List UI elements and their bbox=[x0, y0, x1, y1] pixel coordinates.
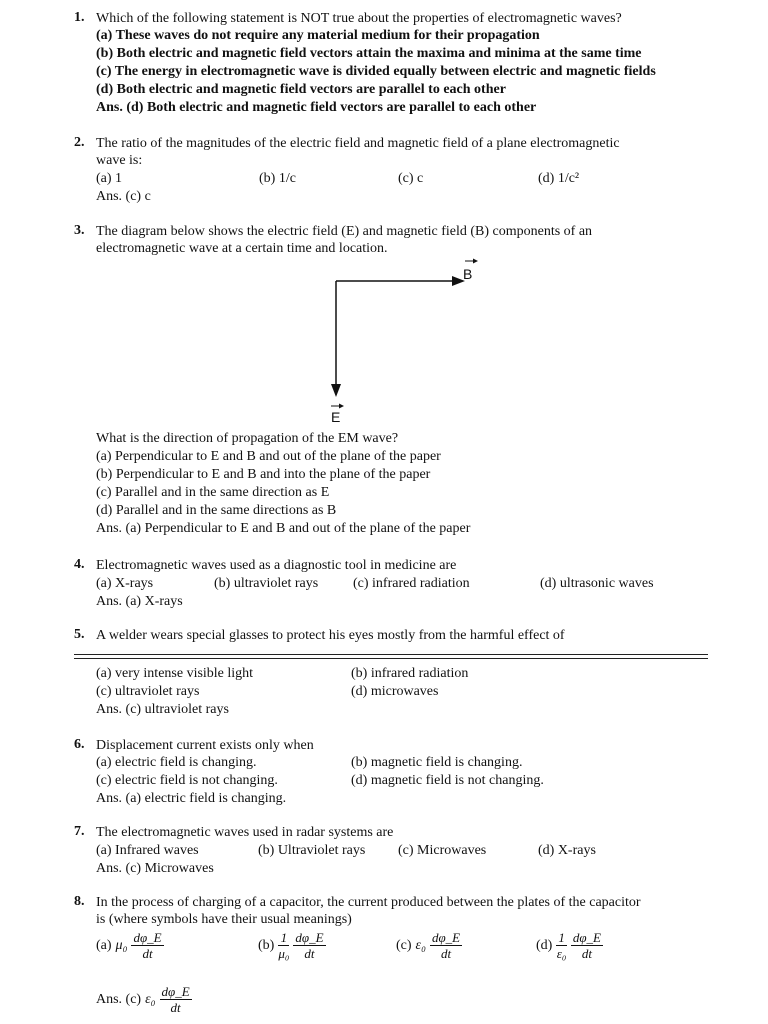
option-b: (b) Both electric and magnetic field vectors attain the maxima and minima at the same time bbox=[96, 46, 642, 61]
denominator: dt bbox=[304, 946, 315, 961]
question-number: 1. bbox=[74, 10, 85, 25]
option-d: (d) ultrasonic waves bbox=[540, 576, 654, 591]
question-number: 5. bbox=[74, 627, 85, 642]
option-b: (b) infrared radiation bbox=[351, 666, 469, 681]
option-c: (c) c bbox=[398, 171, 424, 186]
option-c: (c) electric field is not changing. bbox=[96, 773, 278, 788]
option-label: (a) bbox=[96, 937, 112, 953]
answer-prefix: Ans. (c) bbox=[96, 991, 142, 1007]
numerator: dφ_E bbox=[133, 930, 162, 945]
divider-top bbox=[74, 654, 708, 655]
answer: Ans. (a) X-rays bbox=[96, 594, 183, 609]
option-label: (d) bbox=[536, 937, 553, 953]
denominator: μ₀ bbox=[278, 946, 290, 961]
coefficient: μ₀ bbox=[115, 937, 128, 953]
fraction-2 bbox=[571, 930, 603, 961]
option-d bbox=[536, 930, 603, 961]
denominator: ε₀ bbox=[556, 946, 567, 961]
divider-bottom bbox=[74, 658, 708, 659]
question-number: 7. bbox=[74, 824, 85, 839]
question-text-line2: is (where symbols have their usual meanings) bbox=[96, 912, 352, 927]
e-vector-bar-head bbox=[339, 404, 344, 409]
question-number: 8. bbox=[74, 894, 85, 909]
question-text-line1: The ratio of the magnitudes of the electric field and magnetic field of a plane electromagnetic bbox=[96, 136, 620, 151]
answer: Ans. (a) Perpendicular to E and B and out of the plane of the paper bbox=[96, 521, 471, 536]
option-c: (c) Parallel and in the same direction as E bbox=[96, 485, 330, 500]
option-label: (c) bbox=[396, 937, 412, 953]
numerator: 1 bbox=[278, 930, 289, 946]
coefficient: ε₀ bbox=[415, 937, 426, 953]
fraction bbox=[430, 930, 462, 961]
answer: Ans. (c) c bbox=[96, 189, 151, 204]
fraction bbox=[131, 930, 163, 961]
numerator: dφ_E bbox=[295, 930, 324, 945]
question-text: Displacement current exists only when bbox=[96, 738, 314, 753]
question-number: 4. bbox=[74, 557, 85, 572]
option-d: (d) Both electric and magnetic field vectors are parallel to each other bbox=[96, 82, 506, 97]
option-a: (a) These waves do not require any material medium for their propagation bbox=[96, 28, 540, 43]
option-a bbox=[96, 930, 164, 961]
question-text: Which of the following statement is NOT true about the properties of electromagnetic waves? bbox=[96, 11, 622, 26]
sub-question: What is the direction of propagation of the EM wave? bbox=[96, 431, 399, 446]
question-number: 2. bbox=[74, 135, 85, 150]
option-d: (d) magnetic field is not changing. bbox=[351, 773, 544, 788]
question-number: 6. bbox=[74, 737, 85, 752]
option-a: (a) X-rays bbox=[96, 576, 154, 591]
option-d: (d) X-rays bbox=[538, 843, 596, 858]
numerator: 1 bbox=[558, 930, 565, 945]
question-text-line2: wave is: bbox=[96, 153, 143, 168]
option-c: (c) ultraviolet rays bbox=[96, 684, 200, 699]
question-text-line2: electromagnetic wave at a certain time and location. bbox=[96, 241, 388, 256]
b-vector-bar-head bbox=[473, 259, 478, 264]
option-c bbox=[396, 930, 462, 961]
question-text: Electromagnetic waves used as a diagnostic tool in medicine are bbox=[96, 558, 457, 573]
option-a: (a) Perpendicular to E and B and out of the plane of the paper bbox=[96, 449, 441, 464]
fraction bbox=[556, 930, 567, 961]
option-label: (b) bbox=[258, 937, 275, 953]
question-text: A welder wears special glasses to protect his eyes mostly from the harmful effect of bbox=[96, 628, 565, 643]
denominator: dt bbox=[440, 946, 452, 961]
numerator: dφ_E bbox=[161, 984, 190, 999]
b-label: B bbox=[463, 266, 473, 282]
answer: Ans. (c) ultraviolet rays bbox=[96, 702, 229, 717]
answer-fraction bbox=[160, 984, 192, 1015]
denominator: dt bbox=[170, 1000, 181, 1015]
option-c: (c) The energy in electromagnetic wave is divided equally between electric and magnetic fields bbox=[96, 64, 656, 79]
field-vector-diagram bbox=[0, 255, 768, 425]
fraction bbox=[278, 930, 289, 961]
option-b: (b) magnetic field is changing. bbox=[351, 755, 523, 770]
question-text-line1: In the process of charging of a capacitor, the current produced between the plates of the capacitor bbox=[96, 895, 641, 910]
numerator: dφ_E bbox=[572, 930, 601, 945]
answer bbox=[96, 984, 192, 1015]
option-d: (d) Parallel and in the same directions as B bbox=[96, 503, 337, 518]
option-a: (a) 1 bbox=[96, 171, 123, 186]
option-a: (a) Infrared waves bbox=[96, 843, 199, 858]
answer: Ans. (c) Microwaves bbox=[96, 861, 214, 876]
option-c: (c) infrared radiation bbox=[353, 576, 470, 591]
e-label: E bbox=[331, 409, 341, 425]
option-a: (a) very intense visible light bbox=[96, 666, 254, 681]
denominator: dt bbox=[142, 946, 153, 961]
question-text: The electromagnetic waves used in radar systems are bbox=[96, 825, 394, 840]
question-number: 3. bbox=[74, 223, 85, 238]
answer: Ans. (a) electric field is changing. bbox=[96, 791, 287, 806]
option-c: (c) Microwaves bbox=[398, 843, 487, 858]
option-b: (b) Ultraviolet rays bbox=[258, 843, 366, 858]
option-b bbox=[258, 930, 326, 961]
option-b: (b) Perpendicular to E and B and into the plane of the paper bbox=[96, 467, 431, 482]
numerator: dφ_E bbox=[431, 930, 461, 945]
answer-coefficient: ε₀ bbox=[145, 991, 156, 1007]
fraction-2 bbox=[293, 930, 325, 961]
option-b: (b) ultraviolet rays bbox=[214, 576, 319, 591]
answer: Ans. (d) Both electric and magnetic field vectors are parallel to each other bbox=[96, 100, 537, 115]
option-d: (d) 1/c² bbox=[538, 171, 580, 186]
e-arrowhead bbox=[331, 384, 341, 397]
question-text-line1: The diagram below shows the electric field (E) and magnetic field (B) components of an bbox=[96, 224, 593, 239]
option-b: (b) 1/c bbox=[259, 171, 296, 186]
option-a: (a) electric field is changing. bbox=[96, 755, 257, 770]
denominator: dt bbox=[581, 946, 592, 961]
option-d: (d) microwaves bbox=[351, 684, 439, 699]
